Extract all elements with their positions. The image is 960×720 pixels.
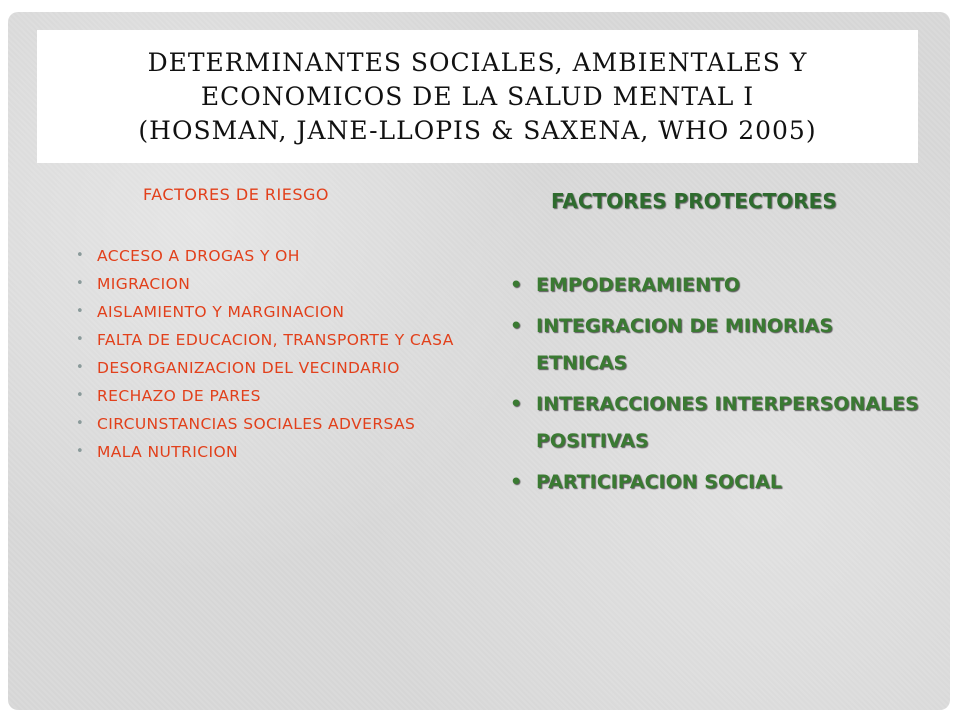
bullet-icon: • [510,315,523,337]
risk-item-text: DESORGANIZACION DEL VECINDARIO [97,359,400,377]
slide-title-line-3: (HOSMAN, JANE-LLOPIS & SAXENA, WHO 2005) [138,115,817,145]
protective-factors-column [506,187,926,505]
slide-title-line-2: ECONOMICOS DE LA SALUD MENTAL I [200,81,755,111]
protective-item [506,386,926,460]
risk-item [76,246,466,266]
bullet-icon: • [76,416,85,431]
risk-item-text: MALA NUTRICION [97,443,239,461]
slide [8,12,950,710]
protective-item [506,267,926,304]
protective-item-text: EMPODERAMIENTO [536,274,741,296]
bullet-icon: • [510,274,523,296]
protective-factors-list [506,267,926,501]
bullet-icon: • [510,393,523,415]
protective-item [506,308,926,382]
protective-item-text: INTEGRACION DE MINORIAS ETNICAS [536,315,834,374]
risk-factors-list [76,246,466,462]
slide-title-line-1: DETERMINANTES SOCIALES, AMBIENTALES Y [147,47,808,77]
risk-item [76,274,466,294]
bullet-icon: • [76,444,85,459]
protective-factors-heading: FACTORES PROTECTORES [551,189,837,213]
risk-item-text: MIGRACION [97,275,191,293]
risk-item [76,302,466,322]
title-box [37,30,918,163]
bullet-icon: • [76,332,85,347]
bullet-icon: • [510,471,523,493]
protective-item [506,464,926,501]
risk-item [76,358,466,378]
protective-item-text: PARTICIPACION SOCIAL [536,471,782,493]
risk-factors-heading: FACTORES DE RIESGO [143,185,330,204]
risk-item [76,414,466,434]
bullet-icon: • [76,276,85,291]
protective-item-text: INTERACCIONES INTERPERSONALES POSITIVAS [536,393,919,452]
risk-item-text: ACCESO A DROGAS Y OH [97,247,300,265]
risk-item [76,442,466,462]
bullet-icon: • [76,360,85,375]
bullet-icon: • [76,388,85,403]
risk-item-text: AISLAMIENTO Y MARGINACION [97,303,345,321]
risk-item [76,386,466,406]
bullet-icon: • [76,248,85,263]
risk-item-text: CIRCUNSTANCIAS SOCIALES ADVERSAS [97,415,416,433]
risk-item-text: RECHAZO DE PARES [97,387,261,405]
risk-item-text: FALTA DE EDUCACION, TRANSPORTE Y CASA [97,331,454,349]
risk-item [76,330,466,350]
bullet-icon: • [76,304,85,319]
risk-factors-column [76,184,466,470]
